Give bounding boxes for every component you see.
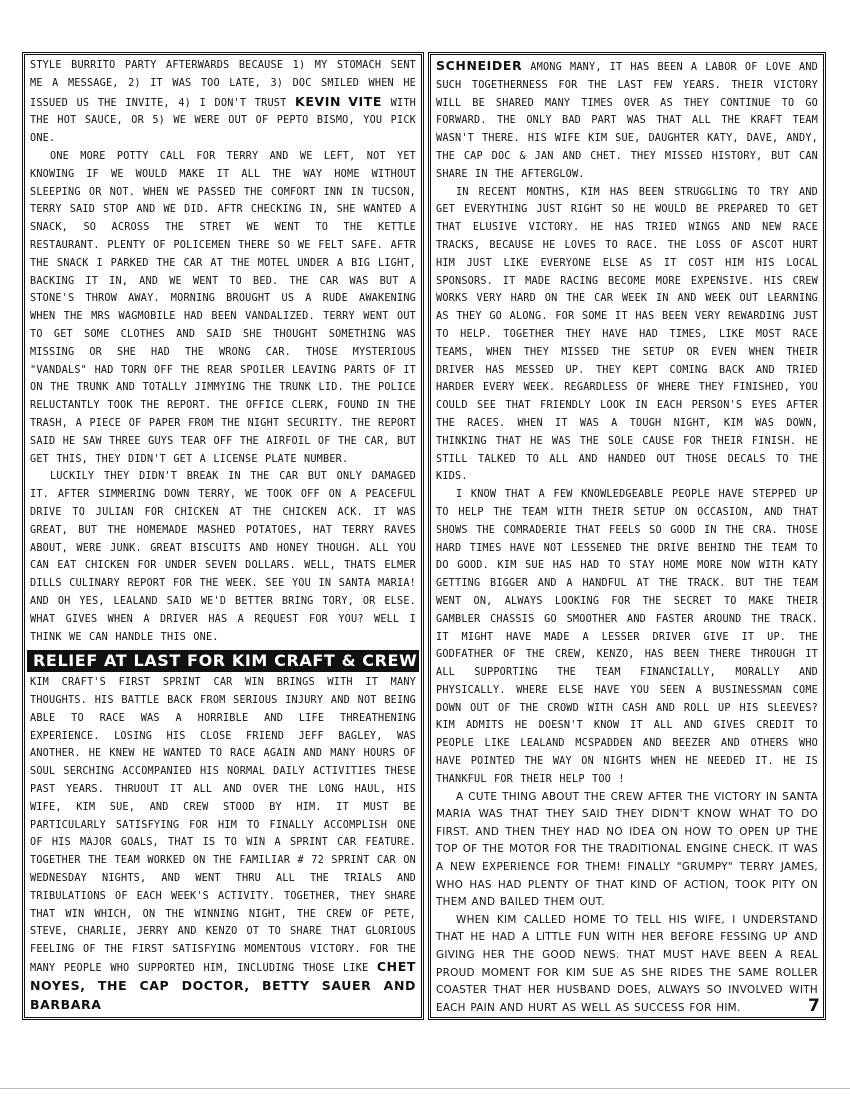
page-number: 7 <box>808 996 820 1016</box>
left-column <box>22 52 424 1020</box>
right-paragraph-5: WHEN KIM CALLED HOME TO TELL HIS WIFE, I UNDERSTAND THAT HE HAD A LITTLE FUN WITH HER BEFORE FESSING UP AND GIVING HER THE GOOD NEWS. THAT MUST HAVE BEEN A REAL PROUD MOMENT FOR KIM SUE AS SHE RIDES THE SAME ROLLER COASTER THAT HER HUSBAND DOES, ALWAYS SO INVOLVED WITH EACH PAIN AND HURT AS WELL AS SUCCESS FOR HIM. <box>436 913 818 1014</box>
article-headline <box>27 650 419 672</box>
left-p4-text: KIM CRAFT'S FIRST SPRINT CAR WIN BRINGS WITH IT MANY THOUGHTS. HIS BATTLE BACK FROM SERIOUS INJURY AND NOT BEING ABLE TO RACE WAS A HORRIBLE AND LIFE THREATHENING EXPERIENCE. LOSING HIS CLOSE FRIEND JEFF BAGLEY, WAS ANOTHER. HE KNEW HE WANTED TO RACE AGAIN AND MANY HOURS OF SOUL SERCHING ACCOMPANIED HIS NORMAL DAILY ACTIVITIES THESE PAST YEARS. THRUOUT IT ALL AND OVER THE LONG HAUL, HIS WIFE, KIM SUE, AND CREW STOOD BY HIM. IT MUST BE PARTICULARLY SATISFYING FOR HIM TO FINALLY ACCOMPLISH ONE OF HIS MAJOR GOALS, THAT IS TO WIN A SPRINT CAR FEATURE. TOGETHER THE TEAM WORKED ON THE FAMILIAR # 72 SPRINT CAR ON WEDNESDAY NIGHTS, AND WENT THRU ALL THE TRIALS AND TRIBULATIONS OF EACH WEEK'S ACTIVITY. TOGETHER, THEY SHARE THAT WIN WHICH, ON THE WINNING NIGHT, THE CREW OF PETE, STEVE, CHARLIE, JERRY AND KENZO OT TO SHARE THAT GLORIOUS FEELING OF THE FIRST SATISFYING MOMENTOUS VICTORY. FOR THE MANY PEOPLE WHO SUPPORTED HIM, INCLUDING THOSE LIKE <box>30 677 416 975</box>
right-p1-name-schneider: SCHNEIDER <box>436 58 523 73</box>
right-column <box>428 52 826 1020</box>
bottom-rule <box>0 1088 850 1089</box>
headline-text: RELIEF AT LAST FOR KIM CRAFT & CREW <box>33 651 418 671</box>
left-p1-text-a: STYLE BURRITO PARTY AFTERWARDS BECAUSE 1) MY STOMACH SENT ME A MESSAGE, 2) IT WAS TOO LATE, 3) DOC SMILED WHEN HE ISSUED US THE INVITE, 4) I DON'T TRUST <box>30 60 416 109</box>
right-paragraph-1 <box>431 55 823 184</box>
left-p1-name-kevin-vite: KEVIN VITE <box>295 93 383 109</box>
right-paragraph-4: A CUTE THING ABOUT THE CREW AFTER THE VICTORY IN SANTA MARIA WAS THAT THEY SAID THEY DIDN'T KNOW WHAT TO DO FIRST. AND THEN THEY HAD NO IDEA ON HOW TO OPEN UP THE TOP OF THE MOTOR FOR THE TRADITIONAL ENGINE CHECK. IT WAS A NEW EXPERIENCE FOR THEM! FINALLY "GRUMPY" TERRY JAMES, WHO HAS HAD PLENTY OF THAT KIND OF ACTION, TOOK PITY ON THEM AND BAILED THEM OUT. <box>436 790 818 909</box>
right-paragraph-3: I KNOW THAT A FEW KNOWLEDGEABLE PEOPLE HAVE STEPPED UP TO HELP THE TEAM WITH THEIR SETUP ON OCCASION, AND THAT SHOWS THE COMRADERIE THAT FEELS SO GOOD IN THE CRA. THOSE HARD TIMES HAVE NOT LESSENED THE DRIVE BEHIND THE TEAM TO DO GOOD. KIM SUE HAS HAD TO STAY HOME MORE NOW WITH KATY GETTING BIGGER AND A HANDFUL AT THE TRACK. BUT THE TEAM WENT ON, ALWAYS LOOKING FOR THE SECRET TO MAKE THEIR GAMBLER CHASSIS GO SMOOTHER AND FASTER AROUND THE TRACK. IT MIGHT HAVE MADE A LESSER DRIVER GIVE IT UP. THE GODFATHER OF THE CREW, KENZO, HAS BEEN THERE THROUGH IT ALL SUPPORTING THE TEAM FINANCIALLY, MORALLY AND PHYSICALLY. WHERE ELSE HAVE YOU SEEN A BUSINESSMAN COME DOWN OUT OF THE CROWD WITH CASH AND ROLL UP HIS SLEEVES? KIM ADMITS HE DOESN'T KNOW IT ALL AND GIVES CREDIT TO PEOPLE LIKE LEALAND MCSPADDEN AND BEEZER AND OTHERS WHO HAVE POINTED THE WAY ON NIGHTS WHEN HE NEEDED IT. HE IS THANKFUL FOR THEIR HELP TOO ! <box>436 489 818 785</box>
right-p1-text: AMONG MANY, IT HAS BEEN A LABOR OF LOVE AND SUCH TOGETHERNESS FOR THE LAST FEW YEARS. THEIR VICTORY WILL BE SHARED MANY TIMES OVER AS THEY CONTINUE TO GO FORWARD. THE ONLY BAD PART WAS THAT ALL THE KRAFT TEAM WASN'T THERE. HIS WIFE KIM SUE, DAUGHTER KATY, DAVE, ANDY, THE CAP DOC & JAN AND CHET. THEY MISSED HISTORY, BUT CAN SHARE IN THE AFTERGLOW. <box>436 62 818 180</box>
left-paragraph-4 <box>25 674 421 1015</box>
left-paragraph-2: ONE MORE POTTY CALL FOR TERRY AND WE LEFT, NOT YET KNOWING IF WE WOULD MAKE IT ALL THE WAY HOME WITHOUT SLEEPING OR NOT. WHEN WE PASSED THE COMFORT INN IN TUCSON, TERRY SAID STOP AND WE DID. AFTR CHECKING IN, SHE WANTED A SNACK, SO ACROSS THE STRET WE WENT TO THE KETTLE RESTAURANT. PLENTY OF POLICEMEN THERE SO WE FELT SAFE. AFTR THE SNACK I PARKED THE CAR AT THE MOTEL UNDER A BIG LIGHT, BACKING IT IN, AND WE WENT TO BED. THE CAR WAS BUT A STONE'S THROW AWAY. MORNING BROUGHT US A RUDE AWAKENING WHEN THE MRS WAGMOBILE HAD BEEN VANDALIZED. TERRY WENT OUT TO GET SOME CLOTHES AND SAID SHE THOUGHT SOMETHING WAS MISSING OR SHE HAD THE WRONG CAR. THOSE MYSTERIOUS "VANDALS" HAD TORN OFF THE REAR SPOILER LEAVING PARTS OF IT ON THE TRUNK AND TOTALLY JIMMYING THE TRUNK LID. THE POLICE RELUCTANTLY TOOK THE REPORT. THE OFFICE CLERK, FOUND IN THE TRASH, A PIECE OF PAPER FROM THE NIGHT SECURITY. THE REPORT SAID HE SAW THREE GUYS TEAR OFF THE AIRFOIL OF THE CAR, BUT GET THIS, THEY DIDN'T GET A LICENSE PLATE NUMBER. <box>30 150 416 465</box>
left-paragraph-3: LUCKILY THEY DIDN'T BREAK IN THE CAR BUT ONLY DAMAGED IT. AFTER SIMMERING DOWN TERRY, WE TOOK OFF ON A PEACEFUL DRIVE TO JULIAN FOR CHICKEN AT THE CHICKEN ACK. IT WAS GREAT, BUT THE HOMEMADE MASHED POTATOES, HAT TERRY RAVES ABOUT, WERE JUNK. GREAT BISCUITS AND HONEY THOUGH. ALL YOU CAN EAT CHICKEN FOR UNDER SEVEN DOLLARS. WELL, THATS ELMER DILLS CULINARY REPORT FOR THE WEEK. SEE YOU IN SANTA MARIA! AND OH YES, LEALAND SAID WE'D BETTER BRING TORY, OR ELSE. WHAT GIVES WHEN A DRIVER HAS A REQUEST FOR YOU? WELL I THINK WE CAN HANDLE THIS ONE. <box>30 471 416 643</box>
left-p4-names: CHET NOYES, THE CAP DOCTOR, BETTY SAUER AND BARBARA <box>30 959 416 1012</box>
right-paragraph-2: IN RECENT MONTHS, KIM HAS BEEN STRUGGLING TO TRY AND GET EVERYTHING JUST RIGHT SO HE WOULD BE PREPARED TO GET THAT ELUSIVE VICTORY. HE HAS TRIED WINGS AND NEW RACE TRACKS, BECAUSE HE LOVES TO RACE. THE LOSS OF ASCOT HURT HIM JUST LIKE EVERYONE ELSE AS IT COST HIM HIS LOCAL SPONSORS. IT MADE RACING BECOME MORE EXPENSIVE. HIS CREW WORKS VERY HARD ON THE CAR WEEK IN AND WEEK OUT LEARNING AS THEY GO ALONG. FOR SOME IT HAS BEEN VERY REWARDING JUST TO HELP. TOGETHER THEY HAVE HAD TIMES, LIKE MOST RACE TEAMS, WHEN THEY MISSED THE SETUP OR EVEN WHEN THEIR DRIVER HAS MESSED UP. THEY KEPT COMING BACK AND TRIED HARDER EVERY WEEK. REGARDLESS OF WHERE THEY FINISHED, YOU COULD SEE THAT FRIENDLY LOOK IN EACH PERSON'S EYES AFTER THE RACES. WHEN IT WAS A TOUGH NIGHT, KIM WAS DOWN, THINKING THAT HE WAS THE SOLE CAUSE FOR THEIR FINISH. HE STILL TALKED TO ALL AND HANDED OUT THOSE DECALS TO THE KIDS. <box>436 186 818 483</box>
left-p1-text-b: WITH THE HOT SAUCE, OR 5) WE WERE OUT OF PEPTO BISMO, YOU PICK ONE. <box>30 97 416 145</box>
left-paragraph-1 <box>25 55 421 148</box>
